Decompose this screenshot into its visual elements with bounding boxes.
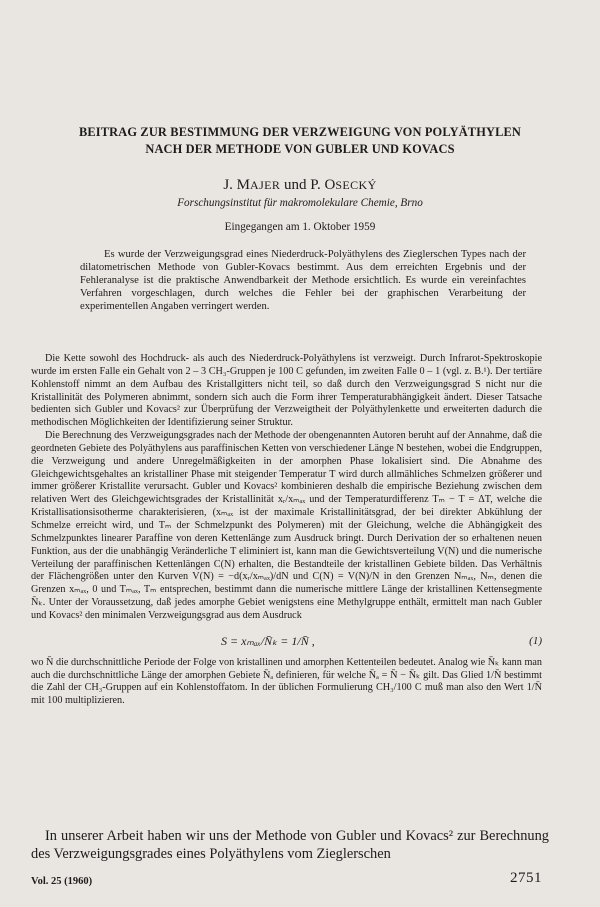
body-paragraph-4: In unserer Arbeit haben wir uns der Methode von Gubler und Kovacs² zur Berechnung des Verzweigungsgrades eines Polyäthylens vom Zieglerschen <box>31 828 549 862</box>
page-number: 2751 <box>510 870 542 886</box>
journal-volume: Vol. 25 (1960) <box>31 876 93 887</box>
body-paragraph-2: Die Berechnung des Verzweigungsgrades nach der Methode der obengenannten Autoren beruht auf der Annahme, daß die geordneten Gebiete des Polyäthylens aus paraffinischen Ketten von verschiedener Länge N bestehen, wobei die Endgruppen, die Verzweigung und andere Unregelmäßigkeiten in der amorphen Phase lokalisiert sind. Die Abnahme des Gleichgewichtsgehaltes an kristalliner Phase mit steigender Temperatur T wird durch allmähliches Schmelzen größerer und immer größerer Kristallite verursacht. Gubler und Kovacs² kombinieren deshalb die empirische Beziehung zwischen dem relativen Wert des Gleichgewichtsgrades der Kristallinität xᵣ/xₘₐₓ und der Temperaturdifferenz Tₘ − T = ΔT, welche die Kristallisationsisotherme charakterisieren, (xₘₐₓ ist der maximale Kristallinitätsgrad, der bei direkter Abkühlung der Schmelze erreicht wird, und Tₘ der Schmelzpunkt des Polymeren) mit der Gleichung, welche die Abhängigkeit des Schmelzpunktes linearer Paraffine von deren Kettenlänge zum Ausdruck bringt. Durch Derivation der so erhaltenen neuen Funktion, aus der die unabhängig Veränderliche T eliminiert ist, kann man die Gewichtsverteilung V(N) und die numerische Verteilung der paraffinischen Kettenlängen C(N) erhalten, die Bestandteile der kristallinen Gebiete bilden. Das Verhältnis der Flächengrößen unter den Kurven V(N) = −d(xᵣ/xₘₐₓ)/dN und C(N) = V(N)/N in den Grenzen Nₘₐₓ, Nₘ, denen die Grenzen xₘₐₓ, 0 und Tₘₐₓ, Tₘ entsprechen, bestimmt dann die numerische mittlere Länge der kristallinen Kettensegmente N̄ₖ. Unter der Voraussetzung, daß jedes amorphe Gebiet wenigstens eine Methylgruppe enthält, ermittelt man nach Gubler und Kovacs² den minimalen Verzweigungsgrad aus dem Ausdruck <box>31 430 542 621</box>
article-body <box>31 353 542 708</box>
title-line-1: BEITRAG ZUR BESTIMMUNG DER VERZWEIGUNG VON POLYÄTHYLEN <box>78 125 522 139</box>
author-1-surname: AJER <box>250 178 281 192</box>
equation-1 <box>31 629 542 655</box>
equation-formula: S = xₘₐₓ/N̄ₖ = 1/N̄ , <box>221 633 315 648</box>
author-line <box>0 176 600 194</box>
authors-conjunction: und <box>280 177 311 193</box>
equation-number: (1) <box>529 634 542 647</box>
author-1-initial: J. M <box>223 177 251 193</box>
received-date: Eingegangen am 1. Oktober 1959 <box>224 221 376 233</box>
abstract: Es wurde der Verzweigungsgrad eines Niederdruck-Polyäthylens des Zieglerschen Types nach der dilatometrischen Methode von Gubler-Kovacs bestimmt. Aus dem erreichten Ergebnis und der Fehleranalyse ist die praktische Anwendbarkeit der Methode ersichtlich. Es wurde ein vereinfachtes Verfahren vorgeschlagen, durch welches die Fehler bei der graphischen Verarbeitung der experimentellen Angaben verringert werden. <box>80 249 526 313</box>
author-2-initial: P. O <box>310 177 336 193</box>
author-2-surname: SECKÝ <box>335 178 377 192</box>
body-paragraph-1: Die Kette sowohl des Hochdruck- als auch des Niederdruck-Polyäthylens ist verzweigt. Durch Infrarot-Spektroskopie wurde im ersten Falle ein Gehalt von 2 – 3 CH₃-Gruppen je 100 C gefunden, im zweiten Falle 0 – 1 (vgl. z. B.¹). Der tertiäre Kohlenstoff nimmt an dem Aufbau des Kristallgitters nicht teil, so daß durch den Verzweigungsgrad S nicht nur die Kristallinität des Polymeren abnimmt, sondern sich auch die Form ihrer Temperaturabhängigkeit ändert. Dieser Tatsache bedienten sich Gubler und Kovacs² zur Überprüfung der Verzweigtheit der Polyäthylenkette und erweiterten dadurch die methodischen Möglichkeiten der Identifizierung seiner Struktur. <box>31 353 542 429</box>
article-title <box>30 124 570 158</box>
body-paragraph-3: wo N̄ die durchschnittliche Periode der Folge von kristallinen und amorphen Kettenteilen bedeutet. Analog wie N̄ₖ kann man auch die durchschnittliche Länge der amorphen Gebiete N̄ₐ definieren, für welche N̄ₐ = N̄ − N̄ₖ gilt. Das Glied 1/N̄ bestimmt die Zahl der CH₃-Gruppen auf ein Kohlenstoffatom. In der üblichen Formulierung CH₃/100 C muß man also den Wert 1/N̄ mit 100 multiplizieren. <box>31 656 542 707</box>
title-line-2: NACH DER METHODE VON GUBLER UND KOVACS <box>145 142 455 156</box>
institute-affiliation: Forschungsinstitut für makromolekulare Chemie, Brno <box>177 197 423 209</box>
